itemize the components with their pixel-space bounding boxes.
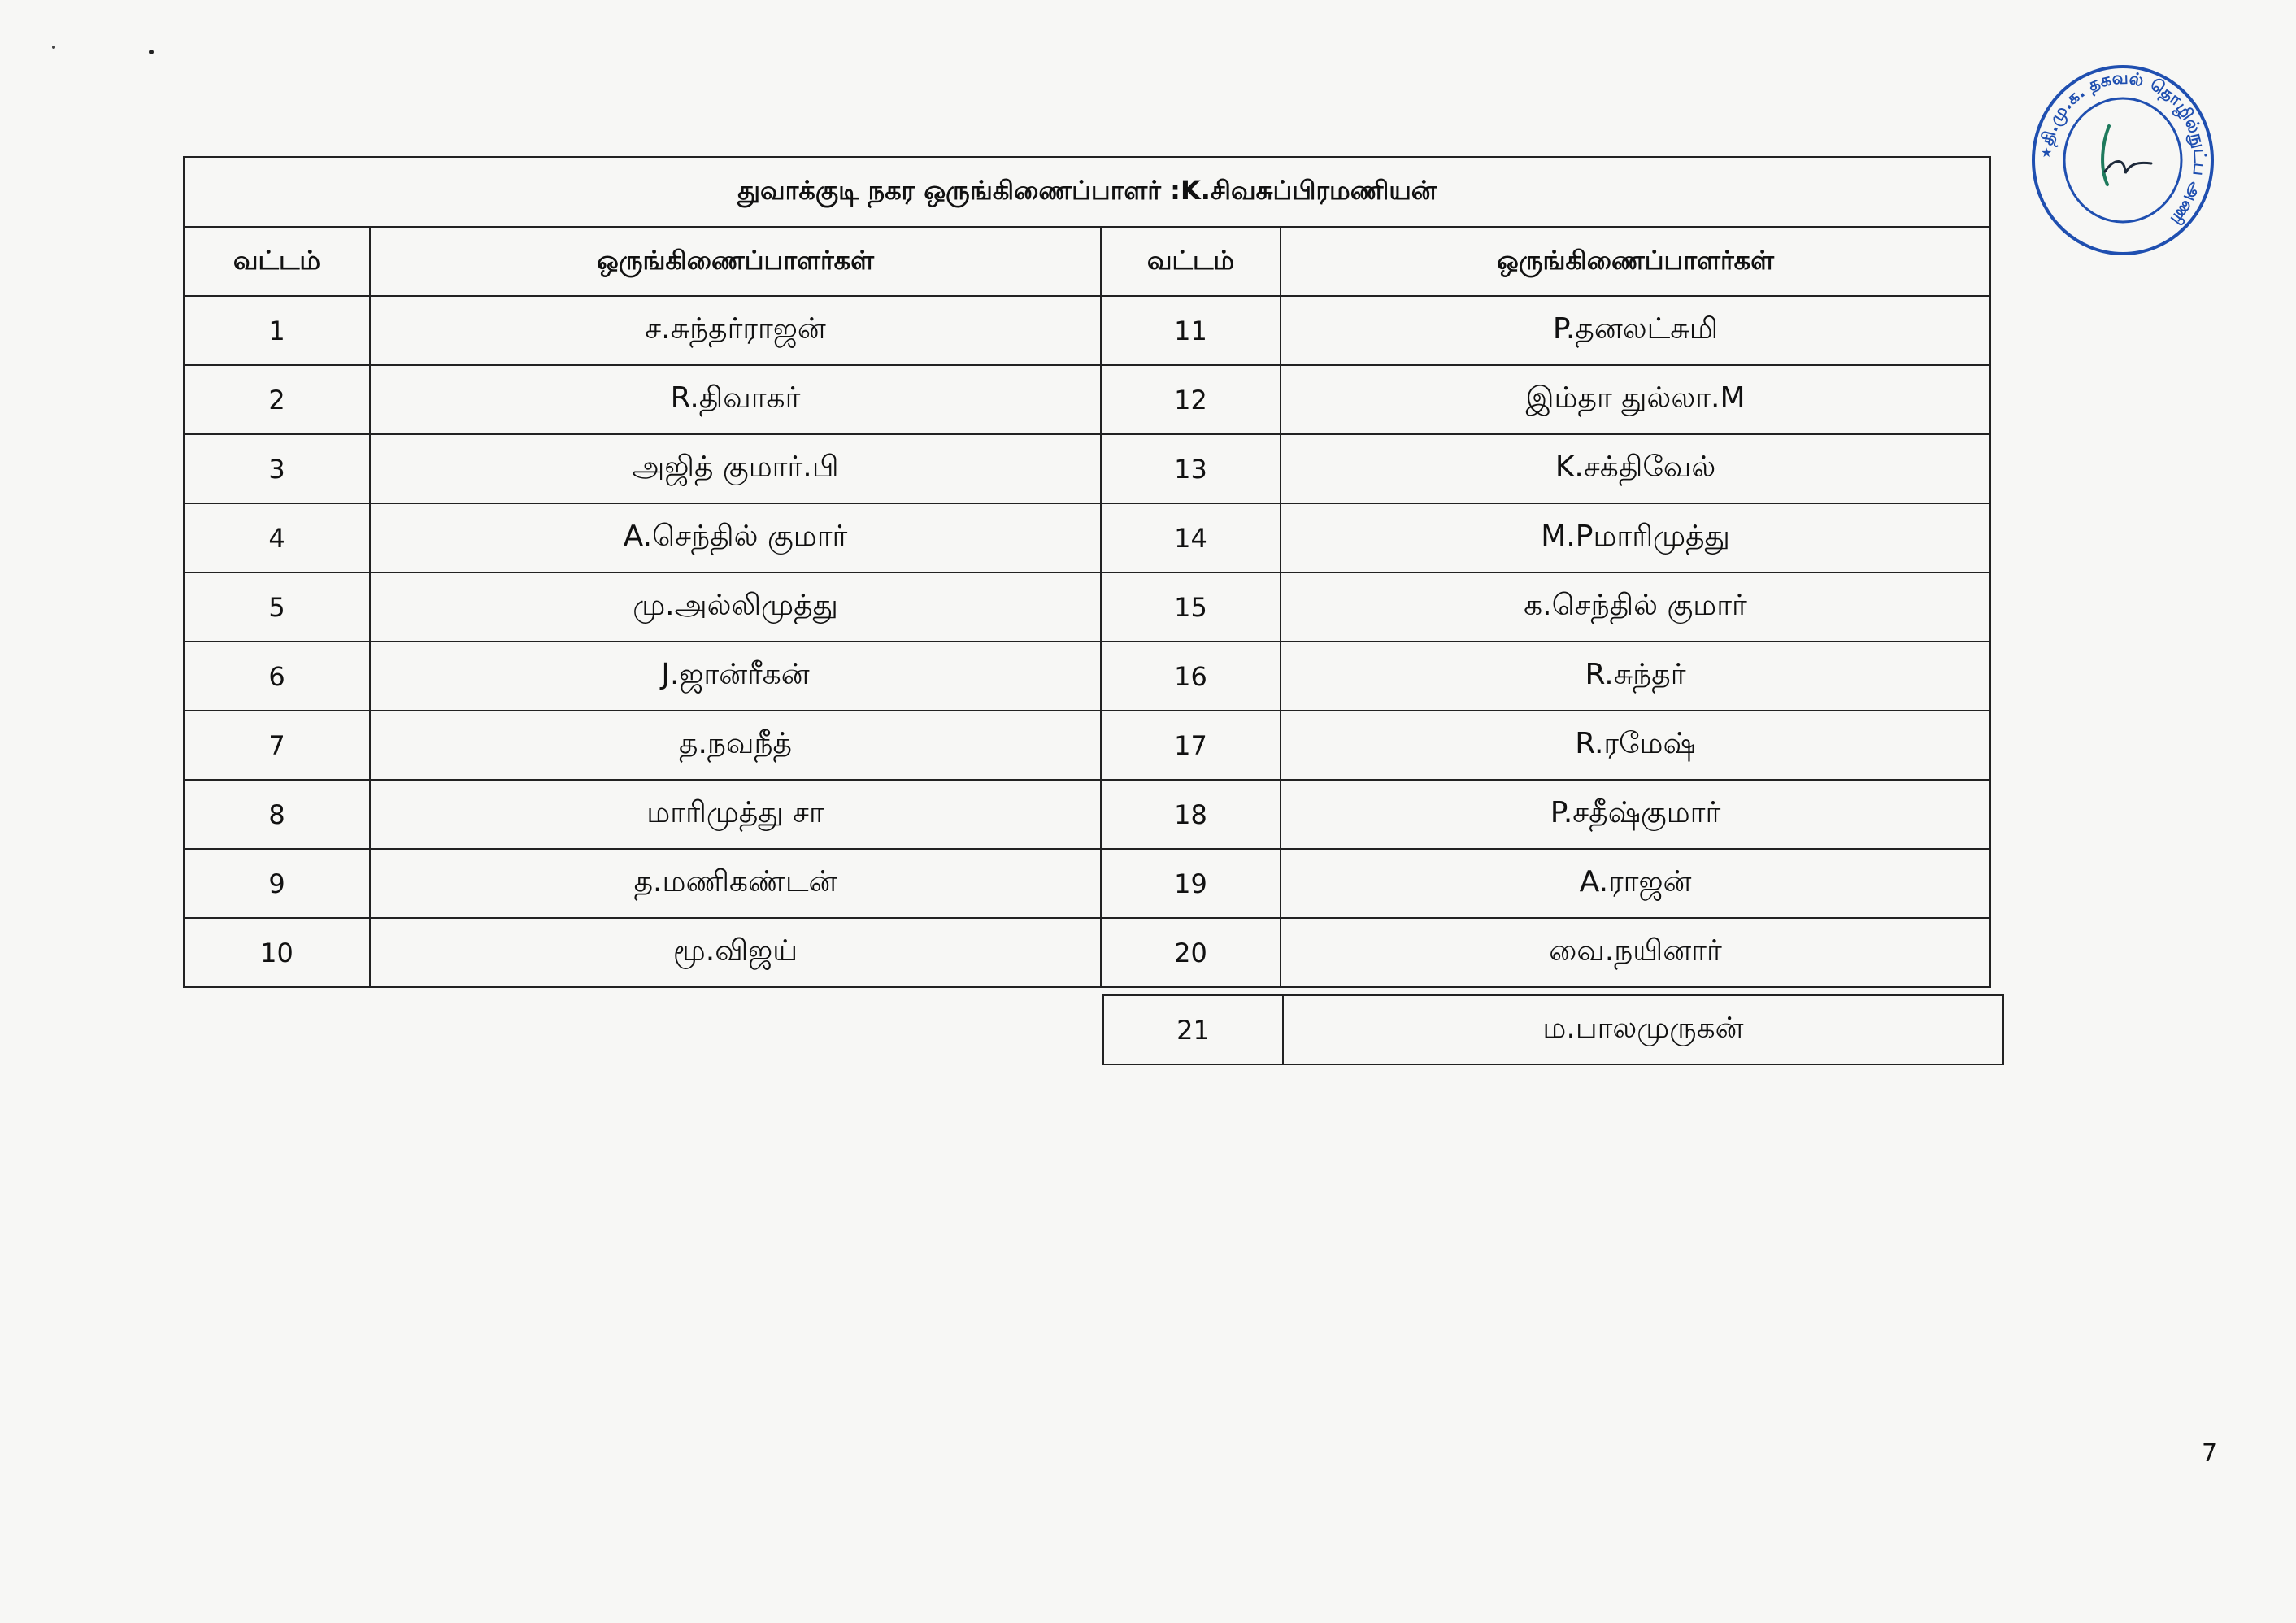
- coordinator-name: த.மணிகண்டன்: [370, 849, 1101, 918]
- header-ward: வட்டம்: [184, 227, 370, 296]
- ward-number: 2: [184, 365, 370, 434]
- ward-number: 11: [1101, 296, 1281, 365]
- table-row: [184, 503, 1990, 572]
- header-coordinators: ஒருங்கிணைப்பாளர்கள்: [370, 227, 1101, 296]
- coordinators-table-overflow: [1102, 994, 2004, 1065]
- table-row: [1103, 995, 2003, 1064]
- ward-number: 18: [1101, 780, 1281, 849]
- ward-number: 3: [184, 434, 370, 503]
- coordinator-name: J.ஜான்ரீகன்: [370, 642, 1101, 711]
- coordinator-name: மு.அல்லிமுத்து: [370, 572, 1101, 642]
- table-row: [184, 849, 1990, 918]
- coordinator-name: R.ரமேஷ்: [1281, 711, 1990, 780]
- coordinators-table: [183, 156, 1991, 988]
- coordinator-name: இம்தா துல்லா.M: [1281, 365, 1990, 434]
- ward-number: 7: [184, 711, 370, 780]
- page-number: 7: [2202, 1439, 2218, 1468]
- coordinator-name: R.திவாகர்: [370, 365, 1101, 434]
- coordinator-name: மாரிமுத்து சா: [370, 780, 1101, 849]
- ward-number: 10: [184, 918, 370, 987]
- coordinator-name: வை.நயினார்: [1281, 918, 1990, 987]
- table-row: [184, 642, 1990, 711]
- ward-number: 15: [1101, 572, 1281, 642]
- coordinator-name: A.செந்தில் குமார்: [370, 503, 1101, 572]
- ward-number: 20: [1101, 918, 1281, 987]
- coordinator-name: P.தனலட்சுமி: [1281, 296, 1990, 365]
- ward-number: 12: [1101, 365, 1281, 434]
- ward-number: 1: [184, 296, 370, 365]
- coordinator-name: P.சதீஷ்குமார்: [1281, 780, 1990, 849]
- ward-number: 8: [184, 780, 370, 849]
- table-title: துவாக்குடி நகர ஒருங்கிணைப்பாளர் :K.சிவசுப்பிரமணியன்: [184, 157, 1990, 227]
- coordinator-name: க.செந்தில் குமார்: [1281, 572, 1990, 642]
- coordinator-name: K.சக்திவேல்: [1281, 434, 1990, 503]
- header-ward: வட்டம்: [1101, 227, 1281, 296]
- ward-number: 6: [184, 642, 370, 711]
- coordinator-name: M.Pமாரிமுத்து: [1281, 503, 1990, 572]
- ward-number: 9: [184, 849, 370, 918]
- table-row: [184, 572, 1990, 642]
- coordinator-name: A.ராஜன்: [1281, 849, 1990, 918]
- ward-number: 16: [1101, 642, 1281, 711]
- table-row: [184, 365, 1990, 434]
- table-row: [184, 434, 1990, 503]
- ward-number: 5: [184, 572, 370, 642]
- scan-speck: [52, 46, 55, 49]
- table-row: [184, 711, 1990, 780]
- scan-speck: [149, 50, 154, 54]
- ward-number: 14: [1101, 503, 1281, 572]
- ward-number: 13: [1101, 434, 1281, 503]
- seal-text: தி.மு.க. தகவல் தொழில்நுட்ப அணி: [2037, 67, 2211, 229]
- ward-number: 4: [184, 503, 370, 572]
- party-seal-stamp: [2029, 61, 2216, 256]
- coordinator-name: த.நவநீத்: [370, 711, 1101, 780]
- coordinator-name: மூ.விஜய்: [370, 918, 1101, 987]
- coordinator-name: ம.பாலமுருகன்: [1283, 995, 2003, 1064]
- coordinator-name: R.சுந்தர்: [1281, 642, 1990, 711]
- ward-number: 21: [1103, 995, 1283, 1064]
- table-row: [184, 918, 1990, 987]
- coordinator-name: அஜித் குமார்.பி: [370, 434, 1101, 503]
- table-row: [184, 296, 1990, 365]
- header-coordinators: ஒருங்கிணைப்பாளர்கள்: [1281, 227, 1990, 296]
- ward-number: 17: [1101, 711, 1281, 780]
- svg-text:★: ★: [2041, 145, 2053, 160]
- ward-number: 19: [1101, 849, 1281, 918]
- coordinator-name: ச.சுந்தர்ராஜன்: [370, 296, 1101, 365]
- table-row: [184, 780, 1990, 849]
